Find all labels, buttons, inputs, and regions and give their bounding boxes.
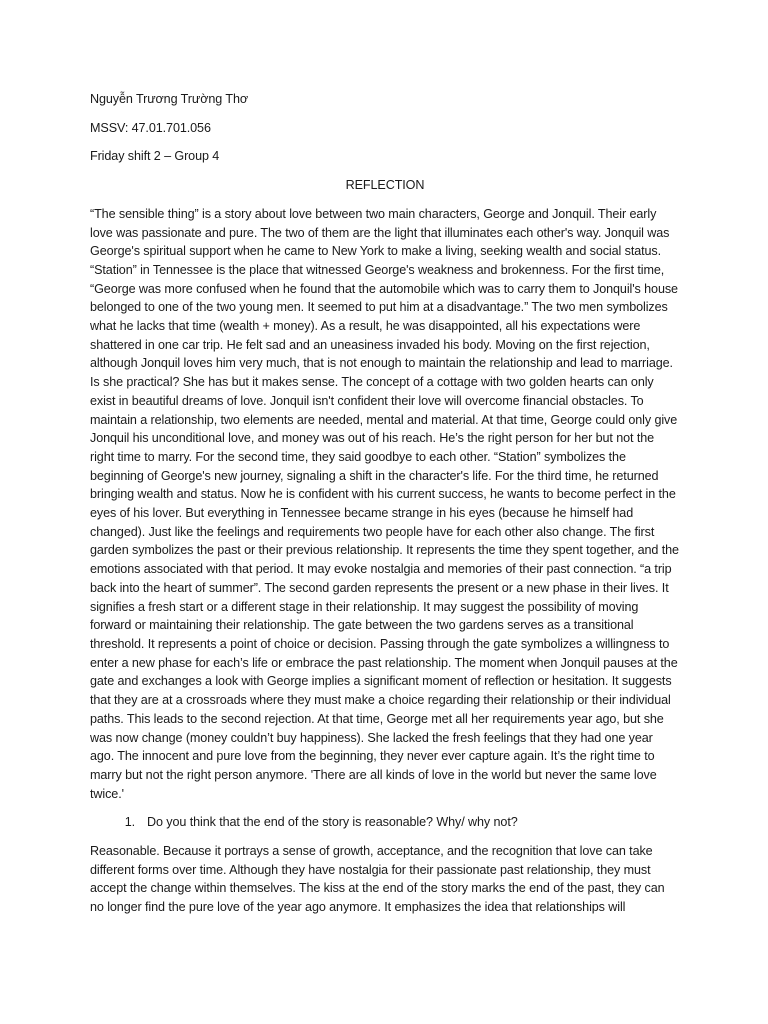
question-text: Do you think that the end of the story is reasonable? Why/ why not? [147, 815, 518, 830]
document-title: REFLECTION [345, 178, 425, 193]
class-info: Friday shift 2 – Group 4 [90, 149, 220, 164]
student-id: MSSV: 47.01.701.056 [90, 120, 211, 135]
question-number: 1. [124, 815, 135, 830]
document-content [90, 90, 680, 917]
answer-paragraph: Reasonable. Because it portrays a sense of growth, acceptance, and the recognition that love can take different forms over time. Although they have nostalgia for their passionate past relationship, they must accept the change within themselves. The kiss at the end of the story marks the end of the past, they can no longer find the pure love of the year ago anymore. It emphasizes the idea that relationships will [90, 844, 665, 915]
reflection-paragraph: “The sensible thing” is a story about love between two main characters, George and Jonquil. Their early love was passionate and pure. The two of them are the light that illuminates each other's way. Jonquil was George's spiritual support when he came to New York to make a living, seeking wealth and social status. “Station” in Tennessee is the place that witnessed George's weakness and brokenness. For the first time, “George was more confused when he found that the automobile which was to carry them to Jonquil's house belonged to one of the two young men. It seemed to put him at a disadvantage.” The two men symbolizes what he lacks that time (wealth + money). As a result, he was disappointed, all his expectations were shattered in one car trip. He felt sad and an uneasiness invaded his body. Moving on the first rejection, although Jonquil loves him very much, that is not enough to maintain the relationship and lead to marriage. Is she practical? She has but it makes sense. The concept of a cottage with two golden hearts can only exist in beautiful dreams of love. Jonquil isn't confident their love will overcome financial obstacles. To maintain a relationship, two elements are needed, mental and material. At that time, George could only give Jonquil his unconditional love, and money was out of his reach. He’s the right person for her but not the right time to marry. For the second time, they said goodbye to each other. “Station” symbolizes the beginning of George's new journey, signaling a shift in the character's life. For the third time, he returned bringing wealth and status. Now he is confident with his current success, he wants to become perfect in the eyes of his lover. But everything in Tennessee became strange in his eyes (because he himself had changed). Just like the feelings and requirements two people have for each other also change. The first garden symbolizes the past or their previous relationship. It represents the time they spent together, and the emotions associated with that period. It may evoke nostalgia and memories of their past connection. “a trip back into the heart of summer”. The second garden represents the present or a new phase in their lives. It signifies a fresh start or a different stage in their relationship. It may suggest the possibility of moving forward or maintaining their relationship. The gate between the two gardens serves as a transitional threshold. It represents a point of choice or decision. Passing through the gate symbolizes a willingness to enter a new phase for each’s life or embrace the past relationship. The moment when Jonquil pauses at the gate and exchanges a look with George implies a significant moment of reflection or hesitation. It suggests that they are at a crossroads where they must make a choice regarding their relationship or their individual paths. This leads to the second rejection. At that time, George met all her requirements year ago, but she was now change (money couldn’t buy happiness). She lacked the fresh feelings that they had one year ago. The innocent and pure love from the beginning, they never ever capture again. It’s the right time to marry but not the right person anymore. 'There are all kinds of love in the world but never the same love twice.' [90, 206, 679, 801]
question-item [90, 813, 680, 832]
author-name: Nguyễn Trương Trường Thơ [90, 92, 249, 106]
